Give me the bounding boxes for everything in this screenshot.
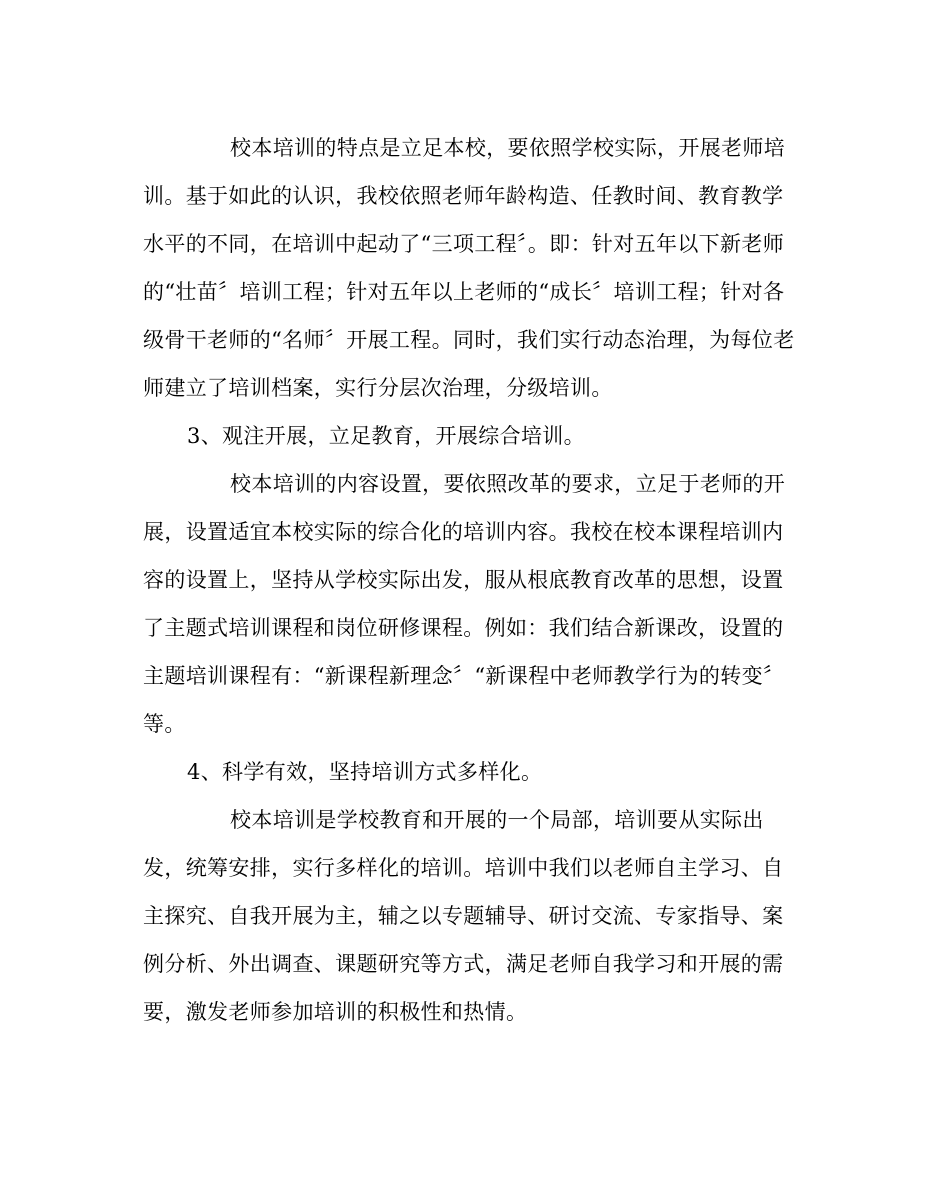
paragraph-1-line-3: 水平的不同，在培训中起动了“三项工程〞。即：针对五年以下新老师 (143, 232, 785, 256)
paragraph-2-line-4: 了主题式培训课程和岗位研修课程。例如：我们结合新课改，设置的 (143, 616, 784, 640)
paragraph-3-line-3: 主探究、自我开展为主，辅之以专题辅导、研讨交流、专家指导、案 (143, 904, 784, 928)
paragraph-3-line-2: 发，统筹安排，实行多样化的培训。培训中我们以老师自主学习、自 (143, 856, 784, 880)
section-heading-3: 3、观注开展，立足教育，开展综合培训。 (187, 424, 586, 448)
paragraph-3-line-5: 要，激发老师参加培训的积极性和热情。 (143, 1000, 528, 1024)
section-heading-4: 4、科学有效，坚持培训方式多样化。 (187, 760, 543, 784)
paragraph-2-line-5: 主题培训课程有：“新课程新理念〞“新课程中老师教学行为的转变〞 (143, 664, 785, 688)
paragraph-1-line-1: 校本培训的特点是立足本校，要依照学校实际，开展老师培 (230, 136, 786, 160)
paragraph-1-line-2: 训。基于如此的认识，我校依照老师年龄构造、任教时间、教育教学 (143, 184, 784, 208)
paragraph-1-line-6: 师建立了培训档案，实行分层次治理，分级培训。 (143, 376, 613, 400)
paragraph-2-line-2: 展，设置适宜本校实际的综合化的培训内容。我校在校本课程培训内 (143, 520, 784, 544)
paragraph-2-line-1: 校本培训的内容设置，要依照改革的要求，立足于老师的开 (230, 472, 786, 496)
paragraph-3-line-4: 例分析、外出调查、课题研究等方式，满足老师自我学习和开展的需 (143, 952, 784, 976)
paragraph-2-line-3: 容的设置上，坚持从学校实际出发，服从根底教育改革的思想，设置 (143, 568, 784, 592)
paragraph-2-line-6: 等。 (143, 712, 186, 736)
paragraph-1-line-4: 的“壮苗〞培训工程；针对五年以上老师的“成长〞培训工程；针对各 (143, 280, 785, 304)
paragraph-1-line-5: 级骨干老师的“名师〞开展工程。同时，我们实行动态治理，为每位老 (143, 328, 795, 352)
paragraph-3-line-1: 校本培训是学校教育和开展的一个局部，培训要从实际出 (230, 808, 764, 832)
